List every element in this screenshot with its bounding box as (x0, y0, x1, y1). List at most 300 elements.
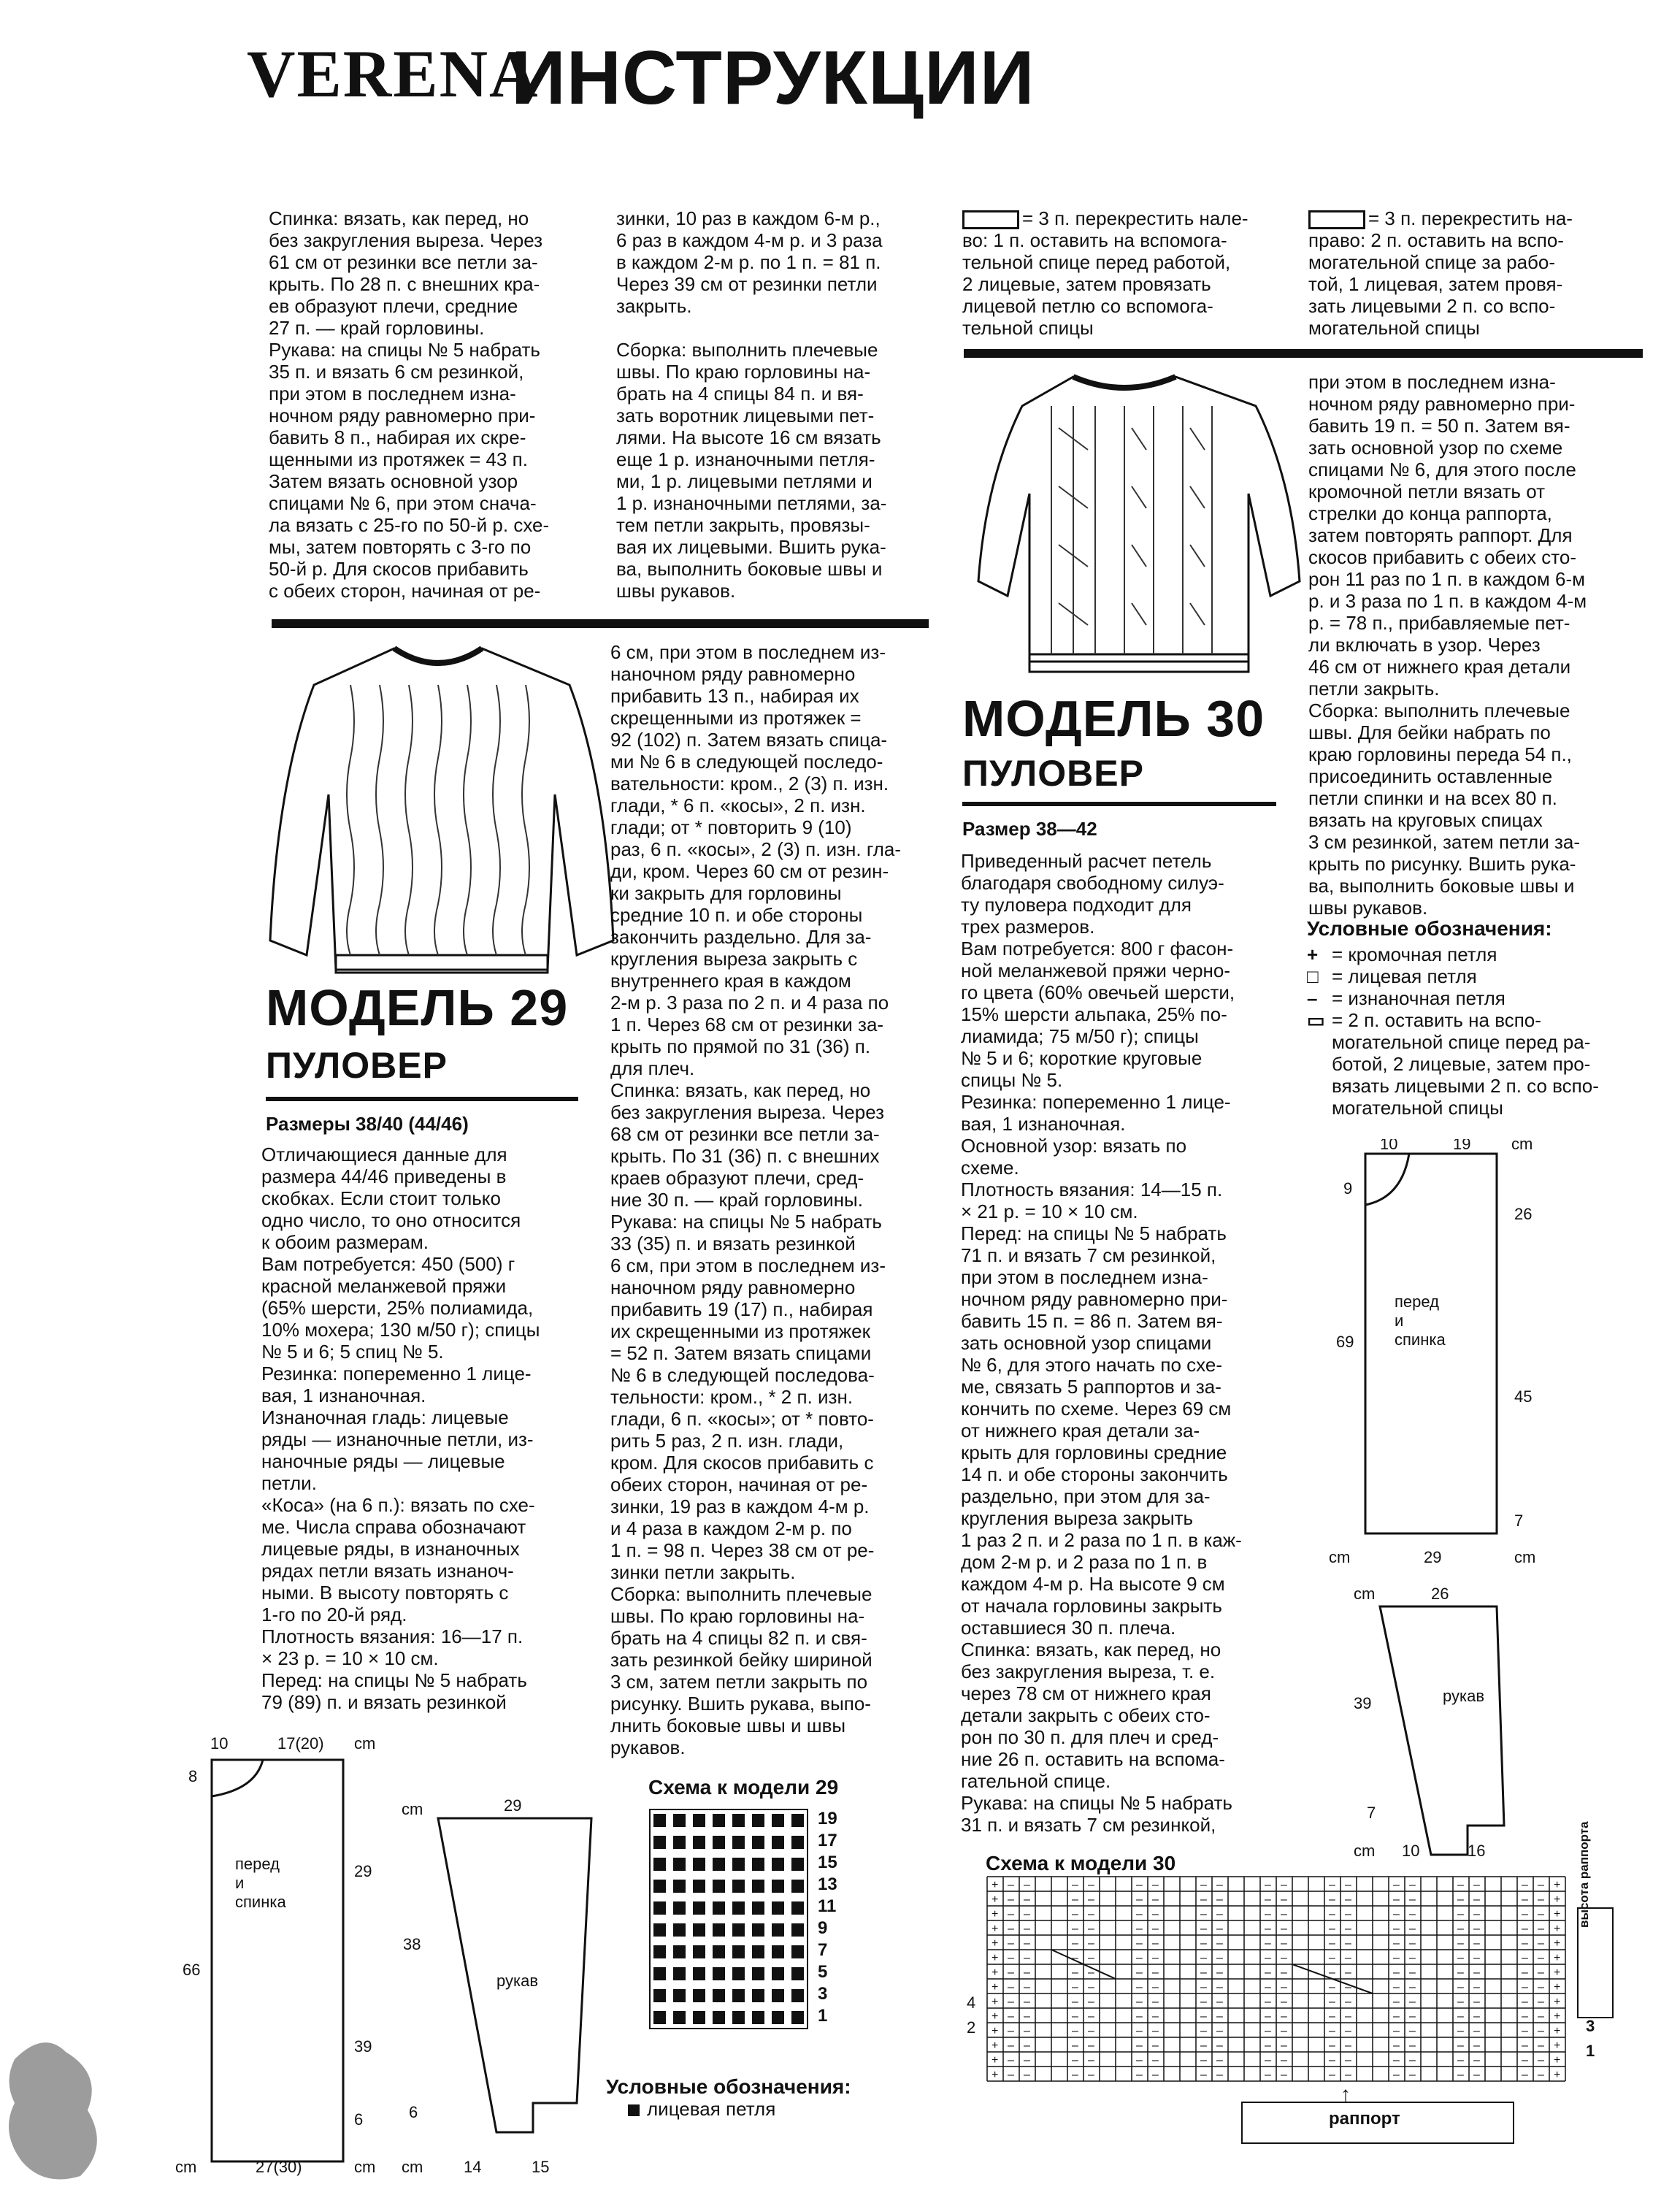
model-29-text-left: Отличающиеся данные для размера 44/46 приведены в скобках. Если стоит только одно число, то оно относится к обоим размерам. Вам потребуется: 450 (500) г красной меланжевой пряжи (65% шерсти, 25% полиамида, 10% мохера; 130 м/50 г); спицы № 5 и 6; 5 спиц № 5. Резинка: попеременно 1 лице- вая, 1 изнаночная. Изнаночная гладь: лицевые ряды — изнаночные петли, из- наночные ряды — лицевые петли. «Коса» (на 6 п.): вязать по схе- ме. Числа справа обозначают лицевые ряды, в изнаночных рядах петли вязать изнаноч- ными. В высоту повторять с 1-го по 20-й ряд. Плотность вязания: 16—17 п. × 23 р. = 10 × 10 см. Перед: на спицы № 5 набрать 79 (89) п. и вязать резинкой (261, 1144, 540, 1713)
purl-stitch-symbol: – (1409, 1908, 1416, 1920)
edge-stitch-symbol: + (991, 1908, 999, 1920)
legend-text: = 2 п. оставить на вспо- могательной спице перед ра- ботой, 2 лицевые, затем про- вязать лицевыми 2 п. со вспо- могательной спицы (1332, 1009, 1599, 1119)
repeat-label: раппорт (1329, 2109, 1400, 2129)
svg-text:cm: cm (402, 2158, 423, 2176)
stitch-cell (772, 1858, 784, 1871)
purl-stitch-symbol: – (1024, 1893, 1030, 1906)
stitch-cell (732, 1880, 745, 1893)
model-29-title: МОДЕЛЬ 29 (266, 979, 569, 1036)
svg-text:17(20): 17(20) (277, 1734, 324, 1753)
purl-stitch-symbol: – (1136, 1952, 1143, 1964)
svg-text:cm: cm (354, 2158, 376, 2176)
purl-stitch-symbol: – (1136, 1937, 1143, 1950)
svg-text:6: 6 (354, 2110, 364, 2129)
stitch-cell (653, 2011, 666, 2024)
stitch-cell (673, 1945, 686, 1958)
purl-stitch-symbol: – (1008, 1893, 1014, 1906)
stitch-cell (653, 1967, 666, 1980)
purl-stitch-symbol: – (1072, 2054, 1078, 2067)
purl-stitch-symbol: – (1538, 1996, 1544, 2008)
purl-stitch-symbol: – (1152, 2039, 1159, 2052)
stitch-cell (732, 1967, 745, 1980)
brand-logo: VERENA (247, 37, 540, 111)
model-29-chart-row-numbers (818, 1808, 862, 2027)
purl-stitch-symbol: – (1024, 2039, 1030, 2052)
purl-stitch-symbol: – (1393, 1981, 1400, 1993)
model-30-text-left: Приведенный расчет петель благодаря свободному силуэ- ту пуловера подходит для трех размеров. Вам потребуется: 800 г фасон- ной меланжевой пряжи черно- го цвета (60% овечьей шерсти, 15% шерсти альпака, 25% по- лиамида; 75 м/50 г); спицы № 5 и 6; короткие круговые спицы № 5. Резинка: попеременно 1 лице- вая, 1 изнаночная. Основной узор: вязать по схеме. Плотность вязания: 14—15 п. × 21 р. = 10 × 10 см. Перед: на спицы № 5 набрать 71 п. и вязать 7 см резинкой, при этом в последнем изна- ночном ряду равномерно при- бавить 15 п. = 86 п. Затем вя- зать основной узор спицами № 6, для этого начать по схе- ме, связать 5 раппортов и за- кончить по схеме. Через 69 см от нижнего края детали за- крыть для горловины средние 14 п. и обе стороны закончить раздельно, при этом для за- кругления выреза закрыть 1 раз 2 п. и 2 раза по 1 п. в каж- дом 2-м р. и 2 раза по 1 п. в каждом 4-м р. На высоте 9 см от начала горловины закрыть оставшиеся 30 п. плеча. Спинка: вязать, как перед, но без закругления выреза, т. е. через 78 см от нижнего края детали закрыть с обеих сто- рон по 30 п. для плеч и сред- ние 26 п. оставить на вспома- гательной спице. Рукава: на спицы № 5 набрать 31 п. и вязать 7 см резинкой, (961, 850, 1242, 1836)
purl-stitch-symbol: – (1522, 1893, 1528, 1906)
row-number: 13 (818, 1874, 837, 1894)
purl-stitch-symbol: – (1538, 2010, 1544, 2023)
edge-stitch-symbol: + (1554, 2010, 1561, 2023)
purl-stitch-symbol: – (1281, 1879, 1287, 1891)
purl-stitch-symbol: – (1409, 1879, 1416, 1891)
purl-stitch-symbol: – (1088, 1923, 1094, 1935)
purl-stitch-symbol: – (1216, 1952, 1223, 1964)
purl-stitch-symbol: – (1329, 2025, 1335, 2037)
purl-stitch-symbol: – (1024, 1908, 1030, 1920)
stitch-cell (713, 1814, 725, 1827)
svg-text:7: 7 (1514, 1512, 1524, 1530)
purl-stitch-symbol: – (1200, 1879, 1207, 1891)
purl-stitch-symbol: – (1216, 2069, 1223, 2081)
stitch-cell (791, 1923, 804, 1937)
edge-stitch-symbol: + (1554, 1893, 1561, 1906)
stitch-cell (653, 1945, 666, 1958)
purl-stitch-symbol: – (1329, 2039, 1335, 2052)
stitch-cell (713, 1945, 725, 1958)
top-col-4: = 3 п. перекрестить на- право: 2 п. оставить на вспо- могательной спице за рабо- той, 1 лицевая, затем провя- зать лицевыми 2 п. со вспо- могательной спицы (1308, 207, 1573, 339)
purl-stitch-symbol: – (1008, 1923, 1014, 1935)
svg-text:26: 26 (1514, 1205, 1533, 1223)
svg-text:38: 38 (403, 1935, 421, 1953)
stitch-cell (772, 1989, 784, 2002)
stitch-cell (693, 1901, 705, 1915)
purl-stitch-symbol: – (1538, 1879, 1544, 1891)
purl-stitch-symbol: – (1522, 2039, 1528, 2052)
purl-stitch-symbol: – (1265, 1966, 1271, 1979)
stitch-cell (752, 1858, 764, 1871)
purl-stitch-symbol: – (1522, 2069, 1528, 2081)
stitch-cell (732, 1814, 745, 1827)
purl-stitch-symbol: – (1216, 2010, 1223, 2023)
svg-text:cm: cm (1354, 1585, 1376, 1603)
purl-stitch-symbol: – (1345, 1996, 1351, 2008)
top-col-1: Спинка: вязать, как перед, но без закругления выреза. Через 61 см от резинки все петли за- крыть. По 28 п. с внешних кра- ев образуют плечи, средние 27 п. — край горловины. Рукава: на спицы № 5 набрать 35 п. и вязать 6 см резинкой, при этом в последнем изна- ночном ряду равномерно при- бавить 8 п., набирая их скре- щенными из протяжек = 43 п. Затем вязать основной узор спицами № 6, при этом снача- ла вязать с 25-го по 50-й р. схе- мы, затем повторять с 3-го по 50-й р. Для скосов прибавить с обеих сторон, начиная от ре- (269, 207, 550, 602)
edge-stitch-symbol: + (991, 1996, 999, 2008)
purl-stitch-symbol: – (1473, 2069, 1480, 2081)
purl-stitch-symbol: – (1473, 1937, 1480, 1950)
purl-stitch-symbol: – (1393, 2039, 1400, 2052)
stitch-cell (713, 1880, 725, 1893)
purl-stitch-symbol: – (1088, 1937, 1094, 1950)
purl-stitch-symbol: – (1008, 2054, 1014, 2067)
purl-stitch-symbol: – (1152, 2069, 1159, 2081)
edge-stitch-symbol: + (991, 1879, 999, 1891)
purl-stitch-symbol: – (1152, 1981, 1159, 1993)
top-col-2: зинки, 10 раз в каждом 6-м р., 6 раз в каждом 4-м р. и 3 раза в каждом 2-м р. по 1 п. = 81 п. Через 39 см от резинки петли закрыть. Сборка: выполнить плечевые швы. По краю горловины на- брать на 4 спицы 84 п. и вя- зать воротник лицевыми пет- лями. На высоте 16 см вязать еще 1 р. изнаночными петля- ми, 1 р. лицевыми петлями и 1 р. изнаночными петлями, за- тем петли закрыть, провязы- вая их лицевыми. Вшить рука- ва, выполнить боковые швы и швы рукавов. (616, 207, 887, 602)
purl-stitch-symbol: – (1345, 2025, 1351, 2037)
purl-stitch-symbol: – (1393, 1952, 1400, 1964)
purl-stitch-symbol: – (1409, 2025, 1416, 2037)
purl-stitch-symbol: – (1409, 1996, 1416, 2008)
purl-stitch-symbol: – (1152, 1952, 1159, 1964)
purl-stitch-symbol: – (1538, 1893, 1544, 1906)
legend-text: = изнаночная петля (1332, 987, 1506, 1009)
svg-text:39: 39 (354, 2037, 372, 2056)
subtitle-underline (962, 802, 1276, 806)
purl-stitch-symbol: – (1473, 2039, 1480, 2052)
svg-text:8: 8 (188, 1767, 198, 1785)
purl-stitch-symbol: – (1522, 1923, 1528, 1935)
stitch-cell (653, 1836, 666, 1849)
purl-stitch-symbol: – (1265, 1952, 1271, 1964)
purl-stitch-symbol: – (1088, 1893, 1094, 1906)
purl-stitch-symbol: – (1409, 1937, 1416, 1950)
purl-stitch-symbol: – (1024, 1937, 1030, 1950)
purl-stitch-symbol: – (1008, 2010, 1014, 2023)
purl-stitch-symbol: – (1457, 1893, 1464, 1906)
edge-stitch-symbol: + (1554, 2069, 1561, 2081)
purl-stitch-symbol: – (1281, 1937, 1287, 1950)
purl-stitch-symbol: – (1393, 1908, 1400, 1920)
purl-stitch-symbol: – (1281, 1893, 1287, 1906)
svg-text:9: 9 (1343, 1179, 1353, 1198)
purl-stitch-symbol: – (1281, 2010, 1287, 2023)
purl-stitch-symbol: – (1345, 1937, 1351, 1950)
stitch-cell (752, 1923, 764, 1937)
purl-stitch-symbol: – (1329, 1923, 1335, 1935)
purl-stitch-symbol: – (1409, 1981, 1416, 1993)
purl-stitch-symbol: – (1473, 1952, 1480, 1964)
model-29-sleeve-label: рукав (496, 1972, 539, 1990)
stitch-cell (752, 2011, 764, 2024)
purl-stitch-symbol: – (1136, 1996, 1143, 2008)
purl-stitch-symbol: – (1088, 2010, 1094, 2023)
stitch-cell (791, 1858, 804, 1871)
row-number: 3 (818, 1984, 828, 2004)
purl-stitch-symbol: – (1216, 1879, 1223, 1891)
purl-stitch-symbol: – (1152, 2010, 1159, 2023)
purl-stitch-symbol: – (1457, 2054, 1464, 2067)
stitch-cell (772, 1880, 784, 1893)
purl-stitch-symbol: – (1136, 1966, 1143, 1979)
stitch-cell (791, 1989, 804, 2002)
purl-stitch-symbol: – (1088, 2039, 1094, 2052)
stitch-cell (673, 1989, 686, 2002)
stitch-cell (673, 1836, 686, 1849)
stitch-cell (693, 1858, 705, 1871)
stitch-cell (693, 1967, 705, 1980)
purl-stitch-symbol: – (1152, 2025, 1159, 2037)
purl-stitch-symbol: – (1136, 1879, 1143, 1891)
purl-stitch-symbol: – (1072, 1893, 1078, 1906)
stitch-cell (732, 1945, 745, 1958)
stitch-cell (713, 2011, 725, 2024)
stitch-cell (791, 1967, 804, 1980)
stitch-cell (713, 1858, 725, 1871)
model-29-pattern-schematic (168, 1723, 599, 2176)
stitch-cell (732, 1836, 745, 1849)
svg-text:10: 10 (210, 1734, 229, 1753)
svg-text:cm: cm (175, 2158, 197, 2176)
edge-stitch-symbol: + (1554, 1879, 1561, 1891)
scan-stain (0, 2030, 110, 2187)
purl-stitch-symbol: – (1345, 1952, 1351, 1964)
purl-stitch-symbol: – (1265, 2039, 1271, 2052)
purl-stitch-symbol: – (1538, 1937, 1544, 1950)
purl-stitch-symbol: – (1136, 2039, 1143, 2052)
stitch-cell (752, 1989, 764, 2002)
row-number: 5 (818, 1962, 828, 1982)
purl-stitch-symbol: – (1329, 1879, 1335, 1891)
model-30-sweater-illustration (964, 362, 1314, 683)
row-number: 11 (818, 1896, 837, 1916)
stitch-cell (772, 1814, 784, 1827)
filled-square-icon (628, 2104, 640, 2116)
purl-stitch-symbol: – (1345, 1893, 1351, 1906)
purl-stitch-symbol: – (1072, 1952, 1078, 1964)
purl-stitch-symbol: – (1409, 1952, 1416, 1964)
stitch-cell (791, 1836, 804, 1849)
purl-stitch-symbol: – (1152, 1937, 1159, 1950)
purl-stitch-symbol: – (1281, 1923, 1287, 1935)
purl-stitch-symbol: – (1457, 1879, 1464, 1891)
repeat-height-label: высота раппорта (1577, 1821, 1591, 1928)
purl-stitch-symbol: – (1538, 2025, 1544, 2037)
purl-stitch-symbol: – (1008, 1937, 1014, 1950)
purl-stitch-symbol: – (1393, 1996, 1400, 2008)
purl-stitch-symbol: – (1329, 2069, 1335, 2081)
purl-stitch-symbol: – (1473, 1893, 1480, 1906)
model-29-chart-title: Схема к модели 29 (648, 1776, 839, 1799)
stitch-cell (772, 1836, 784, 1849)
purl-stitch-symbol: – (1473, 2010, 1480, 2023)
purl-stitch-symbol: – (1088, 1879, 1094, 1891)
legend-symbol-icon: – (1307, 987, 1318, 1009)
purl-stitch-symbol: – (1008, 1981, 1014, 1993)
purl-stitch-symbol: – (1200, 1923, 1207, 1935)
model-30-sizes: Размер 38—42 (962, 818, 1097, 840)
purl-stitch-symbol: – (1538, 1981, 1544, 1993)
legend-text: = кромочная петля (1332, 943, 1497, 965)
purl-stitch-symbol: – (1136, 1908, 1143, 1920)
purl-stitch-symbol: – (1265, 1937, 1271, 1950)
stitch-cell (653, 1858, 666, 1871)
purl-stitch-symbol: – (1136, 1893, 1143, 1906)
edge-stitch-symbol: + (991, 1952, 999, 1964)
purl-stitch-symbol: – (1200, 2025, 1207, 2037)
edge-stitch-symbol: + (1554, 1996, 1561, 2008)
edge-stitch-symbol: + (991, 1923, 999, 1935)
svg-text:cm: cm (1329, 1548, 1351, 1566)
purl-stitch-symbol: – (1538, 2069, 1544, 2081)
stitch-cell (713, 1901, 725, 1915)
row-number: 2 (967, 2018, 976, 2037)
purl-stitch-symbol: – (1393, 1923, 1400, 1935)
purl-stitch-symbol: – (1329, 2010, 1335, 2023)
purl-stitch-symbol: – (1393, 2025, 1400, 2037)
purl-stitch-symbol: – (1345, 1879, 1351, 1891)
model-30-legend (1307, 943, 1643, 1119)
purl-stitch-symbol: – (1024, 1966, 1030, 1979)
section-divider (964, 349, 1643, 358)
stitch-cell (772, 1923, 784, 1937)
stitch-cell (653, 1901, 666, 1915)
row-number: 19 (818, 1809, 837, 1828)
purl-stitch-symbol: – (1216, 1981, 1223, 1993)
purl-stitch-symbol: – (1457, 1952, 1464, 1964)
purl-stitch-symbol: – (1088, 1966, 1094, 1979)
purl-stitch-symbol: – (1152, 1893, 1159, 1906)
purl-stitch-symbol: – (1329, 1893, 1335, 1906)
purl-stitch-symbol: – (1200, 2054, 1207, 2067)
svg-text:7: 7 (1367, 1804, 1376, 1822)
model-30-chart-title: Схема к модели 30 (986, 1852, 1176, 1874)
purl-stitch-symbol: – (1457, 2025, 1464, 2037)
purl-stitch-symbol: – (1522, 1996, 1528, 2008)
purl-stitch-symbol: – (1088, 2054, 1094, 2067)
purl-stitch-symbol: – (1457, 1966, 1464, 1979)
model-30-sleeve-label: рукав (1443, 1687, 1485, 1705)
purl-stitch-symbol: – (1024, 1996, 1030, 2008)
purl-stitch-symbol: – (1008, 1879, 1014, 1891)
purl-stitch-symbol: – (1136, 2054, 1143, 2067)
purl-stitch-symbol: – (1072, 2025, 1078, 2037)
purl-stitch-symbol: – (1265, 1923, 1271, 1935)
purl-stitch-symbol: – (1072, 1981, 1078, 1993)
stitch-cell (791, 1814, 804, 1827)
purl-stitch-symbol: – (1393, 2069, 1400, 2081)
stitch-cell (693, 1880, 705, 1893)
purl-stitch-symbol: – (1072, 1937, 1078, 1950)
purl-stitch-symbol: – (1409, 1893, 1416, 1906)
purl-stitch-symbol: – (1072, 1996, 1078, 2008)
stitch-cell (732, 1923, 745, 1937)
purl-stitch-symbol: – (1216, 1966, 1223, 1979)
svg-text:29: 29 (1424, 1548, 1442, 1566)
legend-row (1307, 987, 1643, 1009)
purl-stitch-symbol: – (1024, 1923, 1030, 1935)
purl-stitch-symbol: – (1216, 2039, 1223, 2052)
purl-stitch-symbol: – (1200, 1981, 1207, 1993)
stitch-cell (693, 1989, 705, 2002)
stitch-cell (791, 1880, 804, 1893)
purl-stitch-symbol: – (1072, 1879, 1078, 1891)
stitch-cell (772, 1945, 784, 1958)
purl-stitch-symbol: – (1136, 2025, 1143, 2037)
edge-stitch-symbol: + (991, 2010, 999, 2023)
purl-stitch-symbol: – (1345, 2069, 1351, 2081)
purl-stitch-symbol: – (1200, 1966, 1207, 1979)
stitch-cell (673, 1967, 686, 1980)
stitch-cell (791, 1945, 804, 1958)
stitch-cell (693, 1814, 705, 1827)
purl-stitch-symbol: – (1329, 1966, 1335, 1979)
purl-stitch-symbol: – (1265, 2010, 1271, 2023)
svg-text:14: 14 (464, 2158, 482, 2176)
purl-stitch-symbol: – (1538, 1966, 1544, 1979)
purl-stitch-symbol: – (1152, 1996, 1159, 2008)
purl-stitch-symbol: – (1152, 1908, 1159, 1920)
stitch-cell (673, 1880, 686, 1893)
purl-stitch-symbol: – (1473, 1923, 1480, 1935)
purl-stitch-symbol: – (1522, 2010, 1528, 2023)
purl-stitch-symbol: – (1345, 2054, 1351, 2067)
stitch-cell (653, 1814, 666, 1827)
purl-stitch-symbol: – (1329, 1981, 1335, 1993)
stitch-cell (713, 1967, 725, 1980)
purl-stitch-symbol: – (1265, 2054, 1271, 2067)
edge-stitch-symbol: + (1554, 2025, 1561, 2037)
purl-stitch-symbol: – (1200, 1908, 1207, 1920)
purl-stitch-symbol: – (1008, 1908, 1014, 1920)
stitch-cell (752, 1945, 764, 1958)
purl-stitch-symbol: – (1329, 1952, 1335, 1964)
edge-stitch-symbol: + (1554, 1923, 1561, 1935)
stitch-cell (752, 1880, 764, 1893)
model-29-legend-title: Условные обозначения: (606, 2075, 851, 2098)
stitch-cell (673, 2011, 686, 2024)
svg-text:15: 15 (532, 2158, 550, 2176)
edge-stitch-symbol: + (1554, 1981, 1561, 1993)
stitch-cell (673, 1901, 686, 1915)
purl-stitch-symbol: – (1216, 1893, 1223, 1906)
svg-text:69: 69 (1336, 1333, 1354, 1351)
edge-stitch-symbol: + (991, 1981, 999, 1993)
purl-stitch-symbol: – (1522, 1981, 1528, 1993)
purl-stitch-symbol: – (1329, 1996, 1335, 2008)
purl-stitch-symbol: – (1393, 1937, 1400, 1950)
svg-text:cm: cm (1514, 1548, 1536, 1566)
purl-stitch-symbol: – (1409, 2054, 1416, 2067)
purl-stitch-symbol: – (1200, 2010, 1207, 2023)
purl-stitch-symbol: – (1522, 1966, 1528, 1979)
model-30-title: МОДЕЛЬ 30 (962, 690, 1265, 747)
row-number: 9 (818, 1918, 828, 1938)
purl-stitch-symbol: – (1457, 2010, 1464, 2023)
purl-stitch-symbol: – (1281, 1966, 1287, 1979)
edge-stitch-symbol: + (1554, 2039, 1561, 2052)
stitch-cell (713, 1989, 725, 2002)
purl-stitch-symbol: – (1072, 2069, 1078, 2081)
purl-stitch-symbol: – (1088, 1996, 1094, 2008)
purl-stitch-symbol: – (1136, 2069, 1143, 2081)
purl-stitch-symbol: – (1216, 1937, 1223, 1950)
purl-stitch-symbol: – (1409, 1923, 1416, 1935)
stitch-cell (732, 1901, 745, 1915)
row-number: 15 (818, 1853, 837, 1872)
purl-stitch-symbol: – (1345, 2039, 1351, 2052)
svg-text:45: 45 (1514, 1387, 1533, 1406)
purl-stitch-symbol: – (1345, 1981, 1351, 1993)
purl-stitch-symbol: – (1345, 2010, 1351, 2023)
purl-stitch-symbol: – (1538, 1952, 1544, 1964)
svg-text:cm: cm (1354, 1842, 1376, 1860)
purl-stitch-symbol: – (1024, 2069, 1030, 2081)
svg-text:19: 19 (1453, 1139, 1471, 1153)
purl-stitch-symbol: – (1216, 2054, 1223, 2067)
purl-stitch-symbol: – (1265, 1996, 1271, 2008)
edge-stitch-symbol: + (991, 2069, 999, 2081)
svg-text:26: 26 (1431, 1585, 1449, 1603)
purl-stitch-symbol: – (1200, 1996, 1207, 2008)
edge-stitch-symbol: + (991, 1966, 999, 1979)
page-title: ИНСТРУКЦИИ (511, 36, 1035, 120)
purl-stitch-symbol: – (1152, 1966, 1159, 1979)
stitch-cell (752, 1967, 764, 1980)
purl-stitch-symbol: – (1024, 2025, 1030, 2037)
